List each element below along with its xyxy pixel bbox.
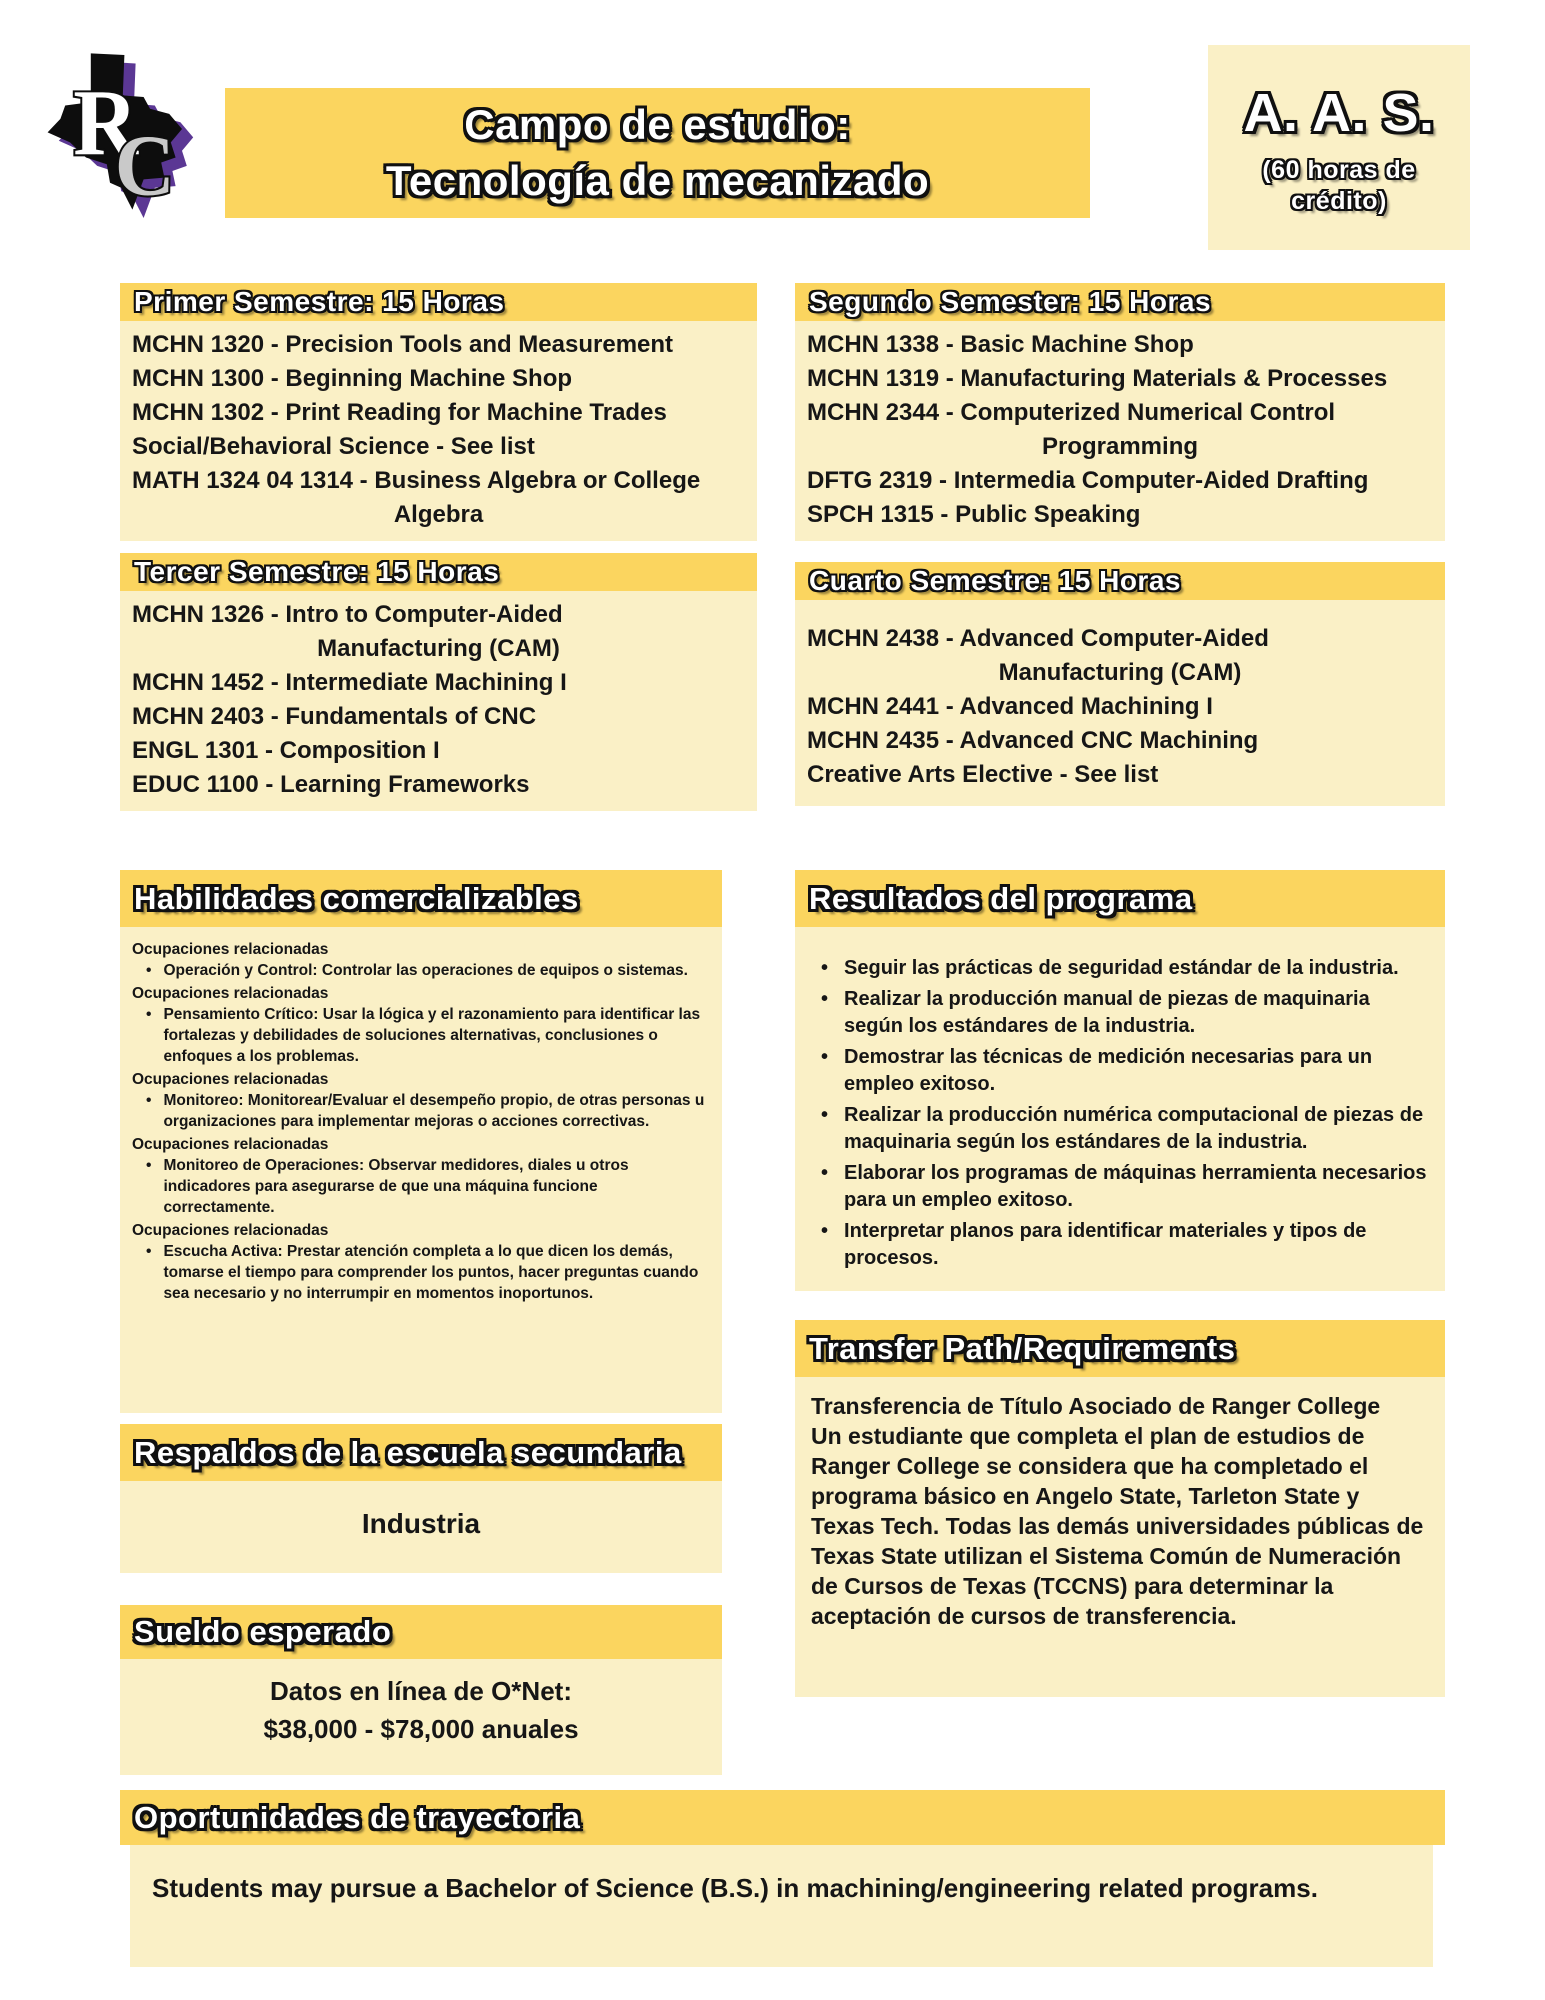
program-outcomes-header — [795, 870, 1445, 927]
endorsements-title: Respaldos de la escuela secundaria — [134, 1434, 682, 1470]
skill-group — [132, 1069, 712, 1132]
course-item — [132, 464, 745, 532]
course-text: MCHN 1319 - Manufacturing Materials & Processes — [807, 365, 1388, 392]
course-continuation: Manufacturing (CAM) — [317, 635, 560, 662]
skill-group-label: Ocupaciones relacionadas — [132, 941, 329, 958]
salary-range-line: $38,000 - $78,000 anuales — [263, 1714, 579, 1744]
skill-bullet-item: • Pensamiento Crítico: Usar la lógica y el razonamiento para identificar las fortalezas y debilidades de soluciones alternativas, conclusiones o enfoques a los problemas. — [132, 1004, 712, 1067]
course-text: MCHN 1326 - Intro to Computer-Aided — [132, 601, 563, 628]
course-item — [132, 700, 745, 734]
skill-group — [132, 1134, 712, 1218]
page-title-line2: Tecnología de mecanizado — [385, 157, 930, 204]
course-text: MCHN 2403 - Fundamentals of CNC — [132, 703, 537, 730]
semester-1-header — [120, 283, 757, 321]
expected-salary-box — [120, 1605, 722, 1775]
course-text: MATH 1324 04 1314 - Business Algebra or College — [132, 467, 701, 494]
outcome-bullet-item: • Interpretar planos para identificar materiales y tipos de procesos. — [811, 1218, 1431, 1272]
marketable-skills-box — [120, 870, 722, 1413]
course-item — [807, 362, 1433, 396]
skill-group-label: Ocupaciones relacionadas — [132, 1222, 329, 1239]
endorsement-value: Industria — [120, 1481, 722, 1573]
course-text: DFTG 2319 - Intermedia Computer-Aided Drafting — [807, 467, 1369, 494]
course-continuation: Algebra — [393, 501, 484, 528]
transfer-path-box — [795, 1320, 1445, 1697]
outcome-bullet-item: • Realizar la producción numérica computacional de piezas de maquinaria según los estándares de la industria. — [811, 1102, 1431, 1156]
course-item — [132, 768, 745, 802]
expected-salary-title: Sueldo esperado — [134, 1614, 392, 1649]
semester-3-box — [120, 553, 757, 811]
outcome-bullet-item: • Demostrar las técnicas de medición necesarias para un empleo exitoso. — [811, 1044, 1431, 1098]
course-item — [807, 690, 1433, 724]
degree-credit-hours: (60 horas de crédito) — [1262, 156, 1416, 215]
skill-group-label: Ocupaciones relacionadas — [132, 1071, 329, 1088]
course-text: MCHN 2438 - Advanced Computer-Aided — [807, 625, 1269, 652]
semester-2-box — [795, 283, 1445, 541]
semester-4-box — [795, 562, 1445, 806]
ranger-college-logo — [38, 50, 198, 218]
course-text: MCHN 1338 - Basic Machine Shop — [807, 331, 1194, 358]
pathway-opportunities-text: Students may pursue a Bachelor of Science (B.S.) in machining/engineering related programs. — [130, 1845, 1433, 1967]
course-text: MCHN 2441 - Advanced Machining I — [807, 693, 1213, 720]
endorsements-header — [120, 1424, 722, 1481]
course-continuation: Programming — [1041, 433, 1199, 460]
transfer-path-content — [795, 1377, 1445, 1697]
skill-group-label: Ocupaciones relacionadas — [132, 1136, 329, 1153]
course-text: MCHN 1302 - Print Reading for Machine Trades — [132, 399, 667, 426]
expected-salary-header — [120, 1605, 722, 1659]
logo-letter-c: C — [114, 117, 175, 214]
semester-3-header — [120, 553, 757, 591]
semester-2-header — [795, 283, 1445, 321]
course-item — [132, 598, 745, 666]
semester-1-course-list — [120, 321, 757, 541]
semester-4-course-list — [795, 600, 1445, 806]
degree-badge — [1208, 45, 1470, 250]
semester-2-title: Segundo Semester: 15 Horas — [809, 286, 1212, 317]
semester-1-title: Primer Semestre: 15 Horas — [134, 286, 505, 317]
course-item — [807, 724, 1433, 758]
course-item — [132, 430, 745, 464]
course-item — [807, 622, 1433, 690]
course-text: MCHN 1320 - Precision Tools and Measurement — [132, 331, 674, 358]
course-item — [132, 362, 745, 396]
semester-3-course-list — [120, 591, 757, 811]
course-text: ENGL 1301 - Composition I — [132, 737, 440, 764]
skill-group — [132, 1220, 712, 1304]
skill-bullet-item: • Monitoreo: Monitorear/Evaluar el desempeño propio, de otras personas u organizaciones para implementar mejoras o acciones correctivas. — [132, 1090, 712, 1132]
course-item — [132, 734, 745, 768]
transfer-heading-line: Transferencia de Título Asociado de Ranger College — [811, 1393, 1381, 1419]
program-outcomes-title: Resultados del programa — [809, 880, 1193, 916]
outcome-bullet-item: • Elaborar los programas de máquinas herramienta necesarios para un empleo exitoso. — [811, 1160, 1431, 1214]
course-item — [132, 396, 745, 430]
degree-name: A. A. S. — [1243, 83, 1435, 143]
skill-group — [132, 983, 712, 1067]
outcome-bullet-item: • Realizar la producción manual de piezas de maquinaria según los estándares de la industria. — [811, 986, 1431, 1040]
course-text: SPCH 1315 - Public Speaking — [807, 501, 1141, 528]
transfer-body-text: Un estudiante que completa el plan de estudios de Ranger College se considera que ha completado el programa básico en Angelo State, Tarleton State y Texas Tech. Todas las demás universidades públicas de Texas State utilizan el Sistema Común de Numeración de Cursos de Texas (TCCNS) para determinar la aceptación de cursos de transferencia. — [811, 1423, 1424, 1629]
semester-1-box — [120, 283, 757, 541]
skill-group-label: Ocupaciones relacionadas — [132, 985, 329, 1002]
course-item — [807, 498, 1433, 532]
course-item — [807, 396, 1433, 464]
pathway-opportunities-title: Oportunidades de trayectoria — [134, 1799, 581, 1835]
course-item — [807, 328, 1433, 362]
semester-4-header — [795, 562, 1445, 600]
course-item — [807, 464, 1433, 498]
salary-source-line: Datos en línea de O*Net: — [270, 1676, 572, 1706]
marketable-skills-header — [120, 870, 722, 927]
course-text: Social/Behavioral Science - See list — [132, 433, 535, 460]
course-text: MCHN 1300 - Beginning Machine Shop — [132, 365, 573, 392]
page-title-line1: Campo de estudio: — [464, 101, 851, 148]
skill-bullet-item: • Escucha Activa: Prestar atención completa a lo que dicen los demás, tomarse el tiempo para comprender los puntos, hacer preguntas cuando sea necesario y no interrumpir en momentos inoportunos. — [132, 1241, 712, 1304]
course-text: Creative Arts Elective - See list — [807, 761, 1159, 788]
course-text: EDUC 1100 - Learning Frameworks — [132, 771, 530, 798]
skill-bullet-item: • Monitoreo de Operaciones: Observar medidores, diales u otros indicadores para asegurarse de que una máquina funcione correctamente. — [132, 1155, 712, 1218]
marketable-skills-title: Habilidades comercializables — [134, 880, 579, 916]
skill-group — [132, 939, 712, 981]
course-text: MCHN 2344 - Computerized Numerical Control — [807, 399, 1336, 426]
semester-4-title: Cuarto Semestre: 15 Horas — [809, 565, 1181, 596]
transfer-path-title: Transfer Path/Requirements — [809, 1330, 1236, 1366]
semester-2-course-list — [795, 321, 1445, 541]
course-item — [132, 328, 745, 362]
endorsements-box — [120, 1424, 722, 1573]
expected-salary-content — [120, 1659, 722, 1775]
course-item — [807, 758, 1433, 792]
outcome-bullet-item: • Seguir las prácticas de seguridad estándar de la industria. — [811, 955, 1431, 982]
course-item — [132, 666, 745, 700]
semester-3-title: Tercer Semestre: 15 Horas — [134, 556, 500, 587]
course-text: MCHN 1452 - Intermediate Machining I — [132, 669, 567, 696]
course-text: MCHN 2435 - Advanced CNC Machining — [807, 727, 1259, 754]
course-continuation: Manufacturing (CAM) — [998, 659, 1242, 686]
pathway-opportunities-header — [120, 1790, 1445, 1845]
transfer-path-header — [795, 1320, 1445, 1377]
texas-state-icon — [38, 50, 198, 218]
logo-letter-r: R — [73, 70, 138, 175]
program-outcomes-list — [795, 927, 1445, 1291]
skill-bullet-item: • Operación y Control: Controlar las operaciones de equipos o sistemas. — [132, 960, 712, 981]
page-title-banner — [225, 88, 1090, 218]
marketable-skills-list — [120, 927, 722, 1413]
program-outcomes-box — [795, 870, 1445, 1291]
